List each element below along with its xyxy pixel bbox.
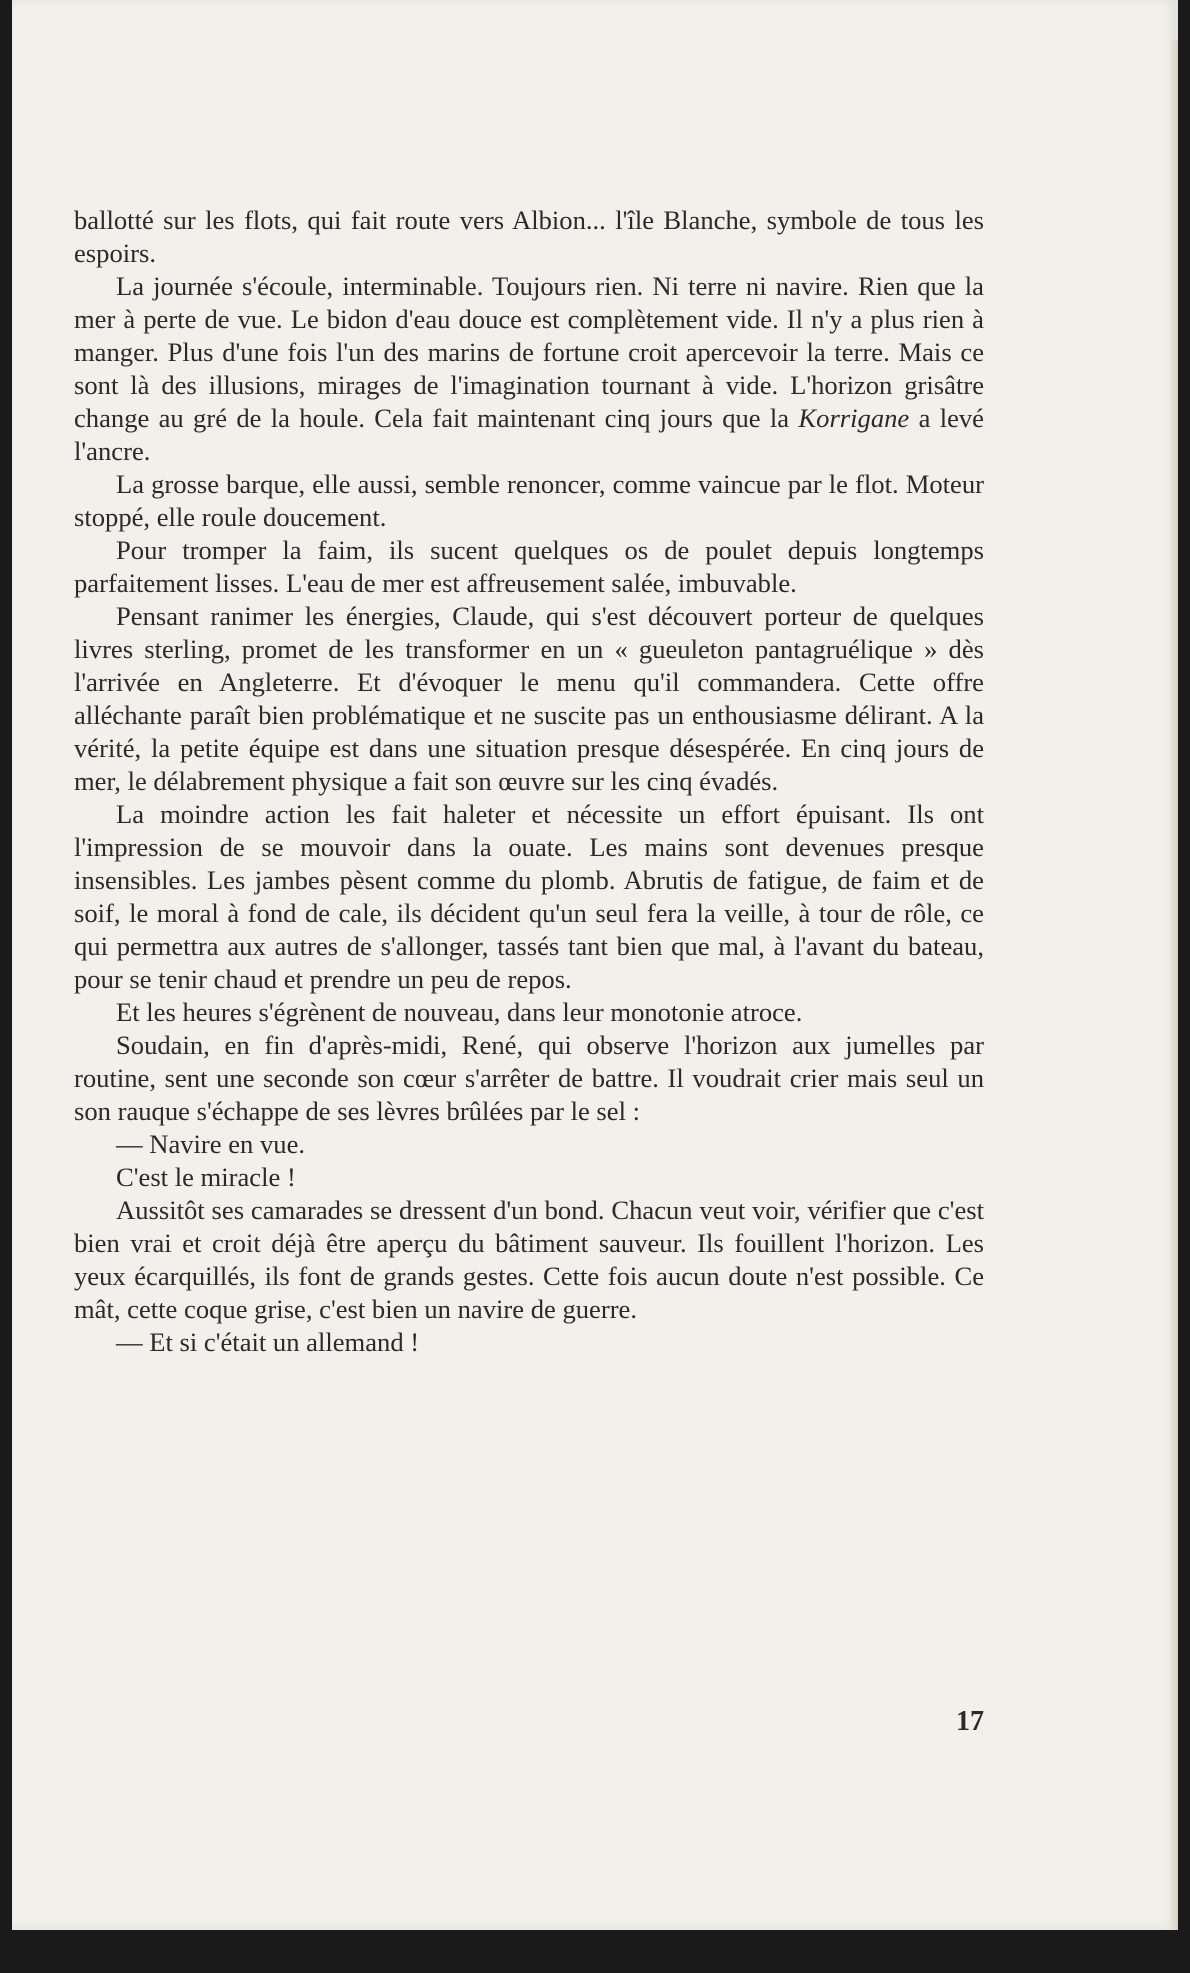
paragraph-5: Pensant ranimer les énergies, Claude, qui s'est découvert porteur de quelques livres sterling, promet de les transformer en un « gueuleton pantagruélique » dès l'arrivée en Angleterre. Et d'évoquer le menu qu'il commandera. Cette offre alléchante paraît bien problématique et ne suscite pas un enthousiasme délirant. A la vérité, la petite équipe est dans une situation presque désespérée. En cinq jours de mer, le délabrement physique a fait son œuvre sur les cinq évadés.	[74, 601, 984, 796]
paragraph-2-text-before: La journée s'écoule, interminable. Toujours rien. Ni terre ni navire. Rien que la mer à perte de vue. Le bidon d'eau douce est complètement vide. Il n'y a plus rien à manger. Plus d'une fois l'un des marins de fortune croit apercevoir la terre. Mais ce sont là des illusions, mirages de l'imagination tournant à vide. L'horizon grisâtre change au gré de la houle. Cela fait maintenant cinq jours que la	[74, 271, 984, 433]
paragraph-12: — Et si c'était un allemand !	[116, 1327, 420, 1357]
page-edge	[1170, 40, 1178, 1930]
paragraph-1: ballotté sur les flots, qui fait route vers Albion... l'île Blanche, symbole de tous les espoirs.	[74, 205, 984, 268]
paragraph-3: La grosse barque, elle aussi, semble renoncer, comme vaincue par le flot. Moteur stoppé, elle roule doucement.	[74, 469, 984, 532]
body-text	[74, 204, 984, 1359]
paragraph-11: Aussitôt ses camarades se dressent d'un bond. Chacun veut voir, vérifier que c'est bien vrai et croit déjà être aperçu du bâtiment sauveur. Ils fouillent l'horizon. Les yeux écarquillés, ils font de grands gestes. Cette fois aucun doute n'est possible. Ce mât, cette coque grise, c'est bien un navire de guerre.	[74, 1195, 984, 1324]
paragraph-8: Soudain, en fin d'après-midi, René, qui observe l'horizon aux jumelles par routine, sent une seconde son cœur s'arrêter de battre. Il voudrait crier mais seul un son rauque s'échappe de ses lèvres brûlées par le sel :	[74, 1030, 984, 1126]
page-number: 17	[956, 1706, 984, 1737]
paragraph-4: Pour tromper la faim, ils sucent quelques os de poulet depuis longtemps parfaitement lisses. L'eau de mer est affreusement salée, imbuvable.	[74, 535, 984, 598]
paragraph-2	[74, 270, 984, 468]
paragraph-10: C'est le miracle !	[116, 1162, 296, 1192]
book-page	[12, 0, 1178, 1930]
paragraph-6: La moindre action les fait haleter et nécessite un effort épuisant. Ils ont l'impression de se mouvoir dans la ouate. Les mains sont devenues presque insensibles. Les jambes pèsent comme du plomb. Abrutis de fatigue, de faim et de soif, le moral à fond de cale, ils décident qu'un seul fera la veille, à tour de rôle, ce qui permettra aux autres de s'allonger, tassés tant bien que mal, à l'avant du bateau, pour se tenir chaud et prendre un peu de repos.	[74, 799, 984, 994]
paragraph-7: Et les heures s'égrènent de nouveau, dans leur monotonie atroce.	[116, 997, 803, 1027]
paragraph-2-text-after: a levé l'ancre.	[74, 403, 984, 466]
ship-name-korrigane: Korrigane	[798, 403, 910, 433]
paragraph-9: — Navire en vue.	[116, 1129, 306, 1159]
